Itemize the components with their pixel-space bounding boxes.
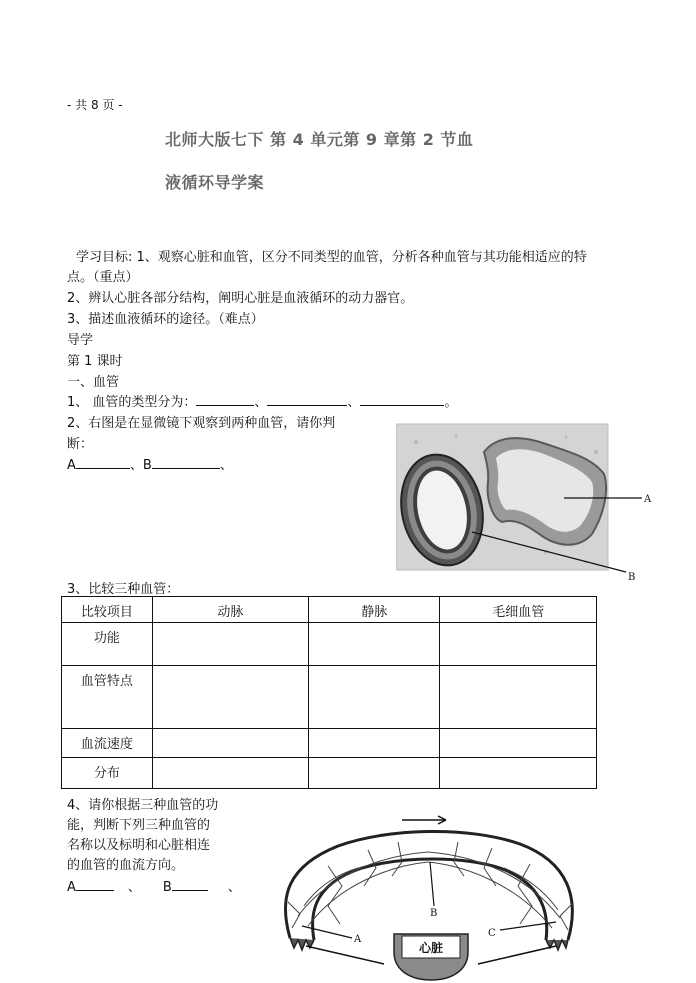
separator: 、 — [127, 880, 141, 895]
answer-blank-a[interactable] — [76, 878, 114, 891]
figure-label-c: C — [488, 928, 496, 939]
table-row — [62, 729, 597, 758]
question-4-line-2: 能，判断下列三种血管的 — [67, 818, 211, 833]
separator: 、 — [254, 395, 268, 410]
question-1 — [67, 391, 457, 410]
guide-label: 导学 — [67, 333, 94, 348]
leader-line-a — [302, 926, 352, 938]
answer-blank-a[interactable] — [76, 456, 130, 469]
label-a: A — [67, 880, 76, 895]
label-a: A — [67, 458, 76, 473]
page-title-line-1: 北师大版七下 第 4 单元第 9 章第 2 节血 — [165, 130, 474, 149]
question-2-line-2: 断： — [67, 437, 94, 452]
separator: 、 — [347, 395, 361, 410]
answer-cell[interactable] — [152, 729, 309, 758]
table-header-cell: 静脉 — [309, 597, 440, 623]
label-b: 、B — [129, 458, 152, 473]
table-row — [62, 758, 597, 789]
vessel-end-right — [546, 940, 568, 950]
answer-cell[interactable] — [309, 666, 440, 729]
page-count-note: - 共 8 页 - — [67, 98, 123, 112]
table-row — [62, 623, 597, 666]
answer-cell[interactable] — [152, 758, 309, 789]
answer-cell[interactable] — [309, 623, 440, 666]
question-1-text: 1、 血管的类型分为： — [67, 395, 197, 410]
table-row-label: 功能 — [62, 623, 153, 666]
leader-line-b — [430, 862, 434, 906]
question-4-line-4: 的血管的血流方向。 — [67, 858, 185, 873]
vessel-to-heart-left — [306, 946, 384, 964]
vessel-comparison-table — [61, 596, 597, 789]
page-title-line-2: 液循环导学案 — [165, 173, 265, 192]
answer-cell[interactable] — [309, 758, 440, 789]
answer-cell[interactable] — [440, 758, 597, 789]
vessel-end-left — [290, 938, 314, 950]
answer-cell[interactable] — [440, 623, 597, 666]
separator: 、 — [227, 880, 241, 895]
figure-label-b: B — [628, 572, 636, 583]
answer-cell[interactable] — [309, 729, 440, 758]
answer-blank[interactable] — [267, 393, 347, 406]
vessel-to-heart-right — [478, 946, 556, 964]
table-header-row — [62, 597, 597, 623]
separator: 、 — [219, 458, 233, 473]
objectives-line-2: 点。（重点） — [67, 270, 139, 285]
figure-label-a: A — [644, 494, 652, 505]
question-4-line-1: 4、请你根据三种血管的功 — [67, 798, 219, 813]
circulation-figure — [268, 806, 594, 982]
table-row-label: 血管特点 — [62, 666, 153, 729]
question-2-line-1: 2、右图是在显微镜下观察到两种血管，请你判 — [67, 416, 336, 431]
objectives-line-1: 学习目标: 1、观察心脏和血管，区分不同类型的血管，分析各种血管与其功能相适应的特 — [76, 250, 587, 265]
table-row — [62, 666, 597, 729]
table-row-label: 分布 — [62, 758, 153, 789]
table-row-label: 血流速度 — [62, 729, 153, 758]
table-header-cell: 毛细血管 — [440, 597, 597, 623]
answer-cell[interactable] — [152, 623, 309, 666]
question-4-answers — [67, 876, 241, 895]
table-header-cell: 比较项目 — [62, 597, 153, 623]
figure-label-a: A — [354, 934, 362, 945]
answer-blank[interactable] — [196, 393, 254, 406]
question-2-answers — [67, 454, 233, 473]
question-3: 3、比较三种血管： — [67, 582, 180, 597]
answer-cell[interactable] — [440, 729, 597, 758]
question-4-line-3: 名称以及标明和心脏相连 — [67, 838, 211, 853]
figure-label-b: B — [430, 908, 438, 919]
section-heading: 一、血管 — [67, 375, 120, 390]
table-header-cell: 动脉 — [152, 597, 309, 623]
answer-cell[interactable] — [440, 666, 597, 729]
answer-cell[interactable] — [152, 666, 309, 729]
heart-label: 心脏 — [418, 941, 444, 955]
objectives-line-4: 3、描述血液循环的途径。（难点） — [67, 312, 264, 327]
label-b: B — [162, 880, 172, 895]
answer-blank-b[interactable] — [152, 456, 220, 469]
lesson-label: 第 1 课时 — [67, 354, 123, 369]
microscope-vessel-figure — [396, 422, 656, 584]
answer-blank[interactable] — [360, 393, 444, 406]
objectives-line-3: 2、辨认心脏各部分结构，阐明心脏是血液循环的动力器官。 — [67, 291, 414, 306]
separator: 。 — [444, 395, 458, 410]
answer-blank-b[interactable] — [172, 878, 208, 891]
